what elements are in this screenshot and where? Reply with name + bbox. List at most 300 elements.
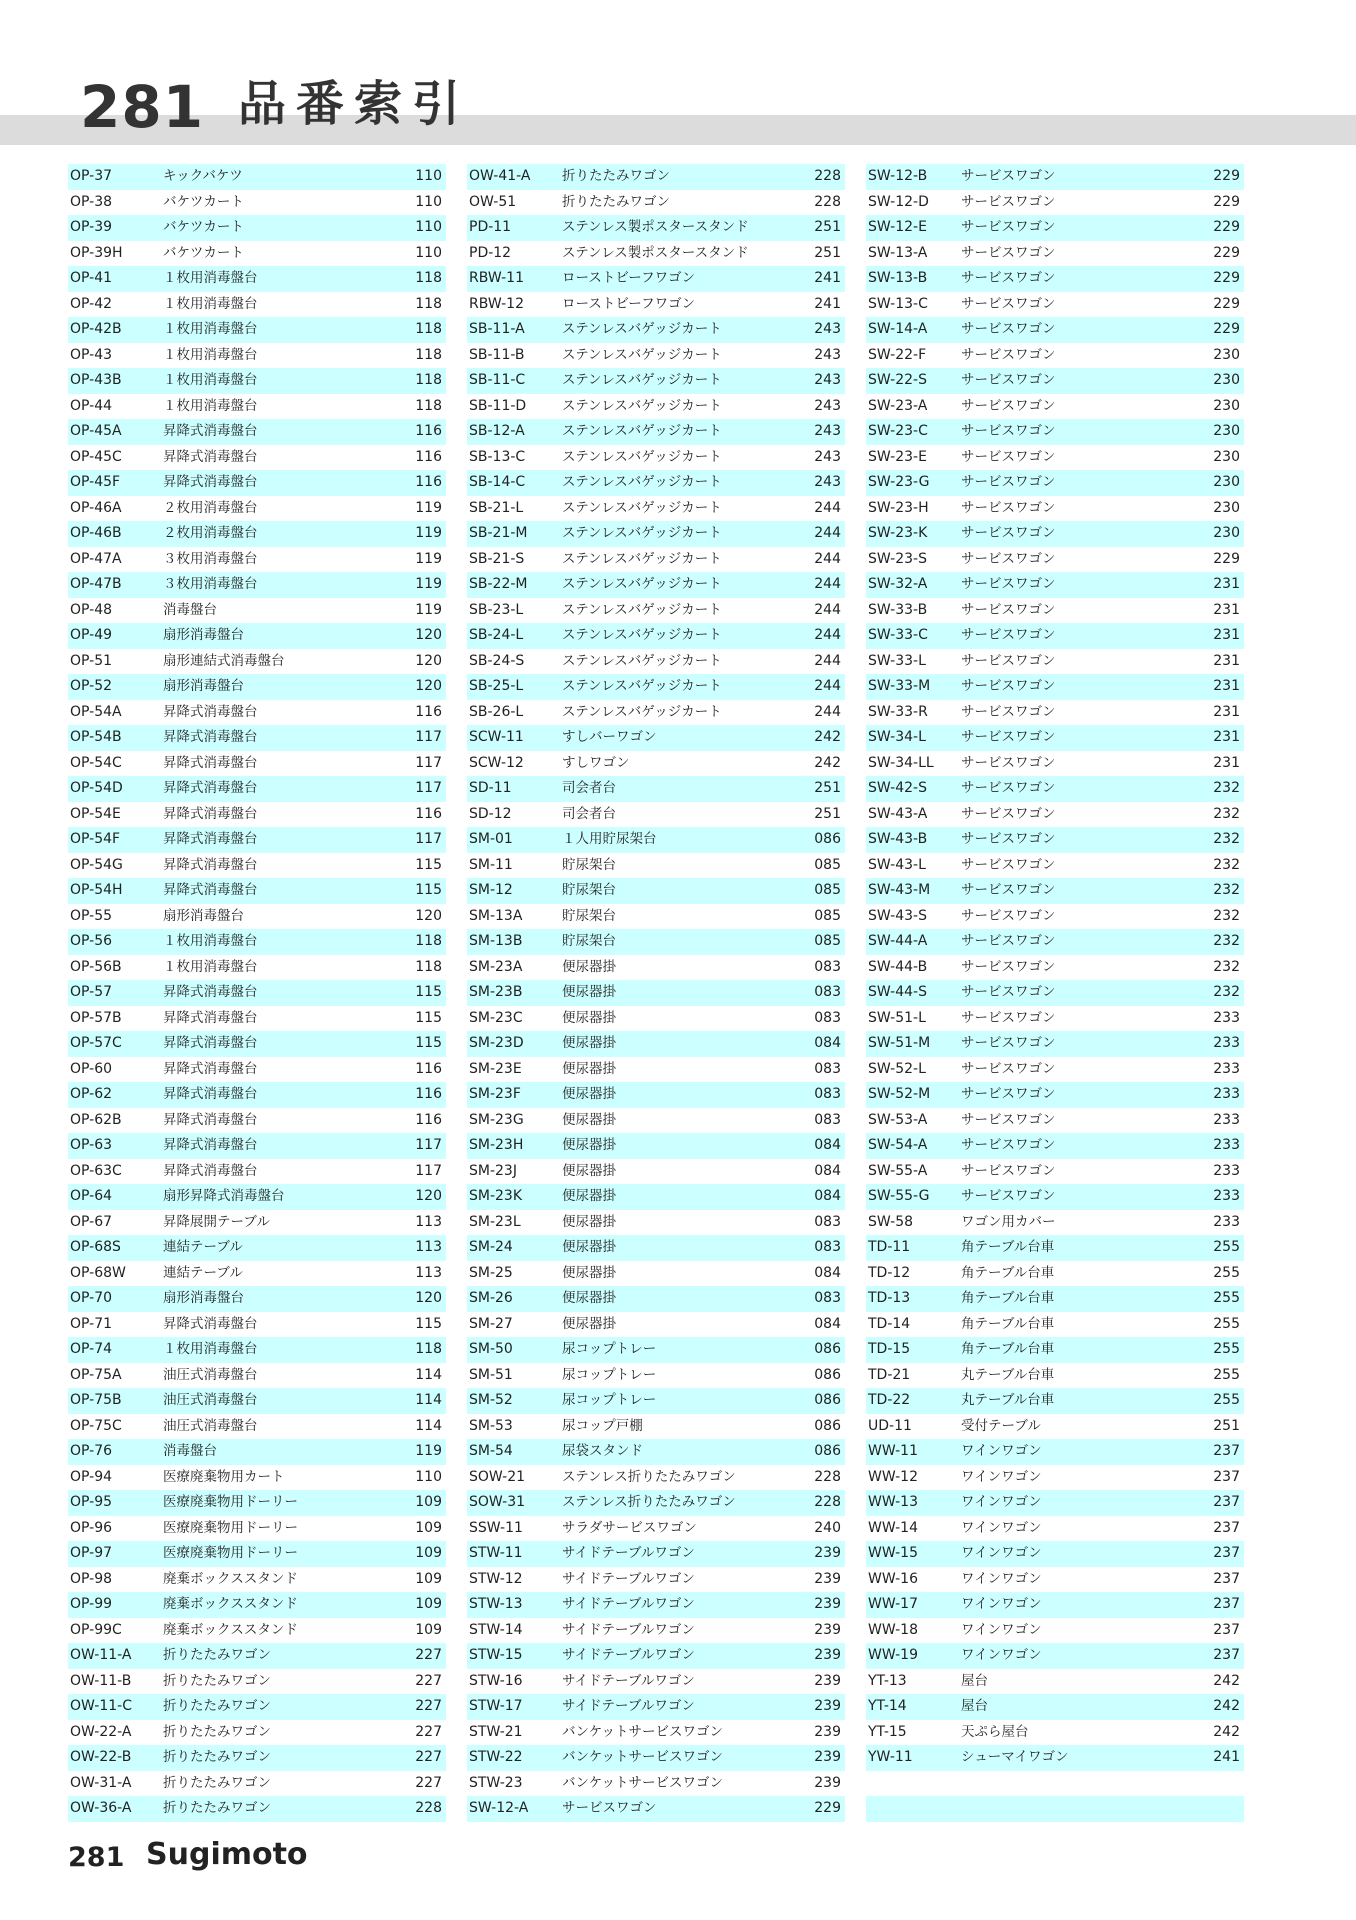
index-row bbox=[68, 700, 446, 726]
page-ref: 109 bbox=[415, 1519, 442, 1536]
product-code: STW-21 bbox=[469, 1723, 523, 1740]
index-row bbox=[467, 1363, 845, 1389]
page-ref: 228 bbox=[814, 168, 841, 184]
product-name: 昇降式消毒盤台 bbox=[163, 474, 258, 490]
index-row bbox=[68, 1745, 446, 1771]
product-name: 司会者台 bbox=[562, 780, 616, 796]
index-row bbox=[467, 190, 845, 216]
index-row bbox=[866, 521, 1244, 547]
page-ref: 230 bbox=[1213, 499, 1240, 516]
page-ref: 243 bbox=[814, 474, 841, 490]
product-name: ワインワゴン bbox=[961, 1443, 1042, 1459]
product-name: 便尿器掛 bbox=[562, 1239, 616, 1255]
page-ref: 085 bbox=[814, 856, 841, 873]
page-ref: 255 bbox=[1213, 1290, 1240, 1306]
product-code: OP-63C bbox=[70, 1162, 122, 1179]
page-ref: 117 bbox=[415, 780, 442, 796]
page-ref: 255 bbox=[1213, 1392, 1240, 1408]
product-name: 扇形消毒盤台 bbox=[163, 627, 244, 643]
product-code: OW-11-C bbox=[70, 1698, 132, 1714]
product-code: PD-12 bbox=[469, 244, 512, 261]
product-code: OP-54H bbox=[70, 882, 123, 898]
index-row bbox=[467, 878, 845, 904]
index-row bbox=[866, 470, 1244, 496]
index-row bbox=[68, 1541, 446, 1567]
product-code: OP-41 bbox=[70, 270, 113, 286]
product-name: 角テーブル台車 bbox=[961, 1239, 1055, 1255]
page-ref: 109 bbox=[415, 1596, 442, 1612]
page-ref: 239 bbox=[814, 1570, 841, 1587]
index-row bbox=[68, 751, 446, 777]
product-name: 司会者台 bbox=[562, 805, 616, 822]
index-row bbox=[467, 1592, 845, 1618]
index-row bbox=[866, 164, 1244, 190]
product-name: サービスワゴン bbox=[961, 474, 1056, 490]
index-row bbox=[866, 1439, 1244, 1465]
index-row bbox=[68, 394, 446, 420]
index-row bbox=[467, 1745, 845, 1771]
product-code: SSW-11 bbox=[469, 1519, 523, 1536]
product-code: STW-23 bbox=[469, 1774, 523, 1791]
product-code: OP-49 bbox=[70, 627, 113, 643]
index-row bbox=[467, 827, 845, 853]
page-ref: 255 bbox=[1213, 1341, 1240, 1357]
product-name: 昇降式消毒盤台 bbox=[163, 984, 258, 1000]
product-name: 便尿器掛 bbox=[562, 1264, 616, 1281]
index-row bbox=[68, 1439, 446, 1465]
index-row bbox=[866, 1694, 1244, 1720]
page-ref: 231 bbox=[1213, 601, 1240, 618]
index-row bbox=[866, 547, 1244, 573]
product-name: 角テーブル台車 bbox=[961, 1315, 1055, 1332]
product-name: 尿コップトレー bbox=[562, 1366, 657, 1383]
page-ref: 230 bbox=[1213, 346, 1240, 363]
page-ref: 118 bbox=[415, 1341, 442, 1357]
index-row bbox=[68, 496, 446, 522]
page-ref: 118 bbox=[415, 295, 442, 312]
page-ref: 242 bbox=[814, 729, 841, 745]
index-row bbox=[68, 1210, 446, 1236]
page-ref: 083 bbox=[814, 1086, 841, 1102]
product-code: SW-42-S bbox=[868, 780, 927, 796]
product-code: SW-33-B bbox=[868, 601, 928, 618]
product-name: 昇降式消毒盤台 bbox=[163, 1137, 258, 1153]
page-ref: 110 bbox=[415, 219, 442, 235]
product-code: SW-23-K bbox=[868, 525, 928, 541]
product-name: バケツカート bbox=[163, 219, 244, 235]
product-code: OP-64 bbox=[70, 1188, 113, 1204]
page-ref: 242 bbox=[1213, 1723, 1240, 1740]
page-ref: 237 bbox=[1213, 1468, 1240, 1485]
product-code: WW-12 bbox=[868, 1468, 918, 1485]
product-name: 昇降展開テーブル bbox=[163, 1213, 270, 1230]
page-ref: 109 bbox=[415, 1621, 442, 1638]
product-code: SW-44-B bbox=[868, 958, 928, 975]
index-row bbox=[68, 1031, 446, 1057]
product-code: SB-11-A bbox=[469, 321, 525, 337]
product-name: サービスワゴン bbox=[961, 168, 1056, 184]
page-ref: 243 bbox=[814, 372, 841, 388]
product-name: 消毒盤台 bbox=[163, 1443, 217, 1459]
product-code: TD-14 bbox=[868, 1315, 911, 1332]
product-code: OP-76 bbox=[70, 1443, 113, 1459]
product-code: OP-75A bbox=[70, 1366, 122, 1383]
product-name: ワインワゴン bbox=[961, 1596, 1042, 1612]
index-row bbox=[467, 394, 845, 420]
product-name: ３枚用消毒盤台 bbox=[163, 550, 258, 567]
product-name: サービスワゴン bbox=[961, 933, 1056, 949]
product-code: SW-34-LL bbox=[868, 754, 934, 771]
product-code: SW-23-A bbox=[868, 397, 928, 414]
index-row bbox=[866, 674, 1244, 700]
index-row bbox=[68, 317, 446, 343]
page-ref: 119 bbox=[415, 601, 442, 618]
page-ref: 233 bbox=[1213, 1188, 1240, 1204]
index-row bbox=[68, 190, 446, 216]
page-ref: 231 bbox=[1213, 652, 1240, 669]
page-ref: 085 bbox=[814, 933, 841, 949]
page-ref: 114 bbox=[415, 1366, 442, 1383]
index-row bbox=[866, 266, 1244, 292]
product-code: SCW-11 bbox=[469, 729, 524, 745]
product-name: ステンレスバゲッジカート bbox=[562, 652, 722, 669]
product-name: ステンレス製ポスタースタンド bbox=[562, 244, 749, 261]
index-row bbox=[866, 1184, 1244, 1210]
product-name: サービスワゴン bbox=[961, 525, 1056, 541]
index-row bbox=[467, 496, 845, 522]
page-ref: 084 bbox=[814, 1162, 841, 1179]
product-code: YT-13 bbox=[868, 1672, 907, 1689]
index-row bbox=[467, 1669, 845, 1695]
product-name: 便尿器掛 bbox=[562, 1137, 616, 1153]
product-name: サービスワゴン bbox=[961, 576, 1056, 592]
page-ref: 113 bbox=[415, 1239, 442, 1255]
page-ref: 233 bbox=[1213, 1162, 1240, 1179]
index-row bbox=[467, 266, 845, 292]
page-ref: 086 bbox=[814, 1417, 841, 1434]
page-ref: 230 bbox=[1213, 423, 1240, 439]
index-row bbox=[68, 1235, 446, 1261]
index-row bbox=[68, 164, 446, 190]
index-row bbox=[68, 241, 446, 267]
product-name: 貯尿架台 bbox=[562, 907, 616, 924]
product-code: RBW-12 bbox=[469, 295, 524, 312]
page-ref: 232 bbox=[1213, 882, 1240, 898]
index-row bbox=[68, 904, 446, 930]
product-code: SW-23-H bbox=[868, 499, 929, 516]
index-row bbox=[68, 215, 446, 241]
product-code: SW-14-A bbox=[868, 321, 928, 337]
product-code: OP-67 bbox=[70, 1213, 113, 1230]
index-row bbox=[68, 955, 446, 981]
page-ref: 233 bbox=[1213, 1137, 1240, 1153]
product-code: OP-68W bbox=[70, 1264, 126, 1281]
product-code: STW-11 bbox=[469, 1545, 523, 1561]
product-code: SOW-21 bbox=[469, 1468, 526, 1485]
index-row bbox=[467, 164, 845, 190]
page-ref: 243 bbox=[814, 346, 841, 363]
product-name: サービスワゴン bbox=[961, 423, 1056, 439]
page-ref: 116 bbox=[415, 474, 442, 490]
product-code: WW-15 bbox=[868, 1545, 918, 1561]
index-row bbox=[866, 1235, 1244, 1261]
index-row bbox=[68, 929, 446, 955]
index-row bbox=[467, 1006, 845, 1032]
product-name: サービスワゴン bbox=[961, 907, 1056, 924]
product-name: サービスワゴン bbox=[961, 856, 1056, 873]
product-code: SW-54-A bbox=[868, 1137, 928, 1153]
product-name: 貯尿架台 bbox=[562, 933, 616, 949]
product-code: STW-15 bbox=[469, 1647, 523, 1663]
product-name: 便尿器掛 bbox=[562, 1213, 616, 1230]
index-row bbox=[467, 700, 845, 726]
product-name: 昇降式消毒盤台 bbox=[163, 780, 258, 796]
index-row bbox=[68, 623, 446, 649]
index-row bbox=[68, 1490, 446, 1516]
index-row bbox=[866, 317, 1244, 343]
product-code: SW-52-L bbox=[868, 1060, 926, 1077]
page-ref: 232 bbox=[1213, 933, 1240, 949]
product-code: SM-13A bbox=[469, 907, 523, 924]
page-ref: 084 bbox=[814, 1264, 841, 1281]
product-code: OW-31-A bbox=[70, 1774, 132, 1791]
page-ref: 232 bbox=[1213, 831, 1240, 847]
index-row bbox=[467, 1261, 845, 1287]
product-name: 医療廃棄物用ドーリー bbox=[163, 1494, 298, 1510]
product-code: OP-54C bbox=[70, 754, 122, 771]
product-name: 尿コップトレー bbox=[562, 1392, 657, 1408]
product-name: ステンレスバゲッジカート bbox=[562, 346, 722, 363]
index-row bbox=[467, 1541, 845, 1567]
product-code: STW-22 bbox=[469, 1749, 523, 1765]
page-ref: 229 bbox=[1213, 321, 1240, 337]
product-code: TD-15 bbox=[868, 1341, 911, 1357]
page-ref: 230 bbox=[1213, 372, 1240, 388]
product-code: WW-17 bbox=[868, 1596, 918, 1612]
product-code: OP-44 bbox=[70, 397, 113, 414]
product-name: 昇降式消毒盤台 bbox=[163, 754, 258, 771]
product-name: ステンレスバゲッジカート bbox=[562, 474, 722, 490]
page-title: 品番索引 bbox=[238, 76, 471, 132]
index-row bbox=[467, 929, 845, 955]
index-row bbox=[866, 1108, 1244, 1134]
index-row bbox=[467, 674, 845, 700]
product-code: OP-42B bbox=[70, 321, 122, 337]
product-code: SB-21-M bbox=[469, 525, 528, 541]
index-row bbox=[467, 1057, 845, 1083]
product-code: OP-54G bbox=[70, 856, 123, 873]
product-name: サービスワゴン bbox=[961, 372, 1056, 388]
page-ref: 237 bbox=[1213, 1596, 1240, 1612]
product-code: OP-75B bbox=[70, 1392, 122, 1408]
page-ref: 120 bbox=[415, 907, 442, 924]
product-code: SB-24-L bbox=[469, 627, 524, 643]
product-code: SW-43-S bbox=[868, 907, 927, 924]
index-row bbox=[866, 1745, 1244, 1771]
product-name: 便尿器掛 bbox=[562, 1188, 616, 1204]
product-name: 昇降式消毒盤台 bbox=[163, 805, 258, 822]
index-row bbox=[467, 241, 845, 267]
page-ref: 244 bbox=[814, 678, 841, 694]
page-ref: 083 bbox=[814, 1060, 841, 1077]
product-name: ３枚用消毒盤台 bbox=[163, 576, 258, 592]
page-ref: 237 bbox=[1213, 1494, 1240, 1510]
product-name: 消毒盤台 bbox=[163, 601, 217, 618]
product-code: RBW-11 bbox=[469, 270, 524, 286]
product-name: ワインワゴン bbox=[961, 1468, 1042, 1485]
product-code: OP-96 bbox=[70, 1519, 113, 1536]
page-ref: 227 bbox=[415, 1749, 442, 1765]
product-name: バンケットサービスワゴン bbox=[562, 1723, 724, 1740]
product-name: サービスワゴン bbox=[961, 499, 1056, 516]
index-row bbox=[866, 1261, 1244, 1287]
page-ref: 109 bbox=[415, 1494, 442, 1510]
index-row bbox=[866, 1516, 1244, 1542]
page-ref: 110 bbox=[415, 244, 442, 261]
page-ref: 113 bbox=[415, 1264, 442, 1281]
page-ref: 116 bbox=[415, 805, 442, 822]
index-row bbox=[467, 470, 845, 496]
product-name: キックバケツ bbox=[163, 168, 243, 184]
index-row bbox=[467, 292, 845, 318]
product-name: ワインワゴン bbox=[961, 1647, 1042, 1663]
index-row bbox=[68, 802, 446, 828]
index-row bbox=[866, 598, 1244, 624]
product-name: ワインワゴン bbox=[961, 1545, 1042, 1561]
index-row bbox=[467, 1771, 845, 1797]
product-code: OW-51 bbox=[469, 193, 517, 210]
product-name: 連結テーブル bbox=[163, 1239, 243, 1255]
product-code: SB-26-L bbox=[469, 703, 524, 720]
page-ref: 114 bbox=[415, 1417, 442, 1434]
product-name: 便尿器掛 bbox=[562, 1162, 616, 1179]
product-name: サービスワゴン bbox=[961, 1009, 1056, 1026]
page-ref: 239 bbox=[814, 1723, 841, 1740]
product-code: SB-21-S bbox=[469, 550, 525, 567]
page-ref: 255 bbox=[1213, 1366, 1240, 1383]
page-ref: 119 bbox=[415, 550, 442, 567]
product-code: OP-95 bbox=[70, 1494, 113, 1510]
product-name: 昇降式消毒盤台 bbox=[163, 1086, 258, 1102]
product-name: 医療廃棄物用カート bbox=[163, 1468, 285, 1485]
index-row bbox=[866, 1465, 1244, 1491]
page-ref: 244 bbox=[814, 550, 841, 567]
index-row bbox=[866, 1057, 1244, 1083]
page-ref: 230 bbox=[1213, 397, 1240, 414]
product-code: SD-12 bbox=[469, 805, 512, 822]
index-row bbox=[866, 649, 1244, 675]
page-ref: 244 bbox=[814, 703, 841, 720]
product-code: SM-54 bbox=[469, 1443, 513, 1459]
index-row bbox=[467, 853, 845, 879]
product-name: ２枚用消毒盤台 bbox=[163, 499, 258, 516]
index-row bbox=[68, 1159, 446, 1185]
product-name: サービスワゴン bbox=[961, 244, 1056, 261]
page-ref: 228 bbox=[814, 1468, 841, 1485]
index-row bbox=[866, 1312, 1244, 1338]
product-code: OP-63 bbox=[70, 1137, 113, 1153]
product-name: １枚用消毒盤台 bbox=[163, 295, 258, 312]
product-code: WW-19 bbox=[868, 1647, 918, 1663]
product-code: WW-18 bbox=[868, 1621, 918, 1638]
product-name: サービスワゴン bbox=[961, 295, 1056, 312]
product-name: 角テーブル台車 bbox=[961, 1341, 1055, 1357]
page-ref: 233 bbox=[1213, 1035, 1240, 1051]
product-code: SW-55-A bbox=[868, 1162, 928, 1179]
product-code: OP-62 bbox=[70, 1086, 113, 1102]
page-ref: 239 bbox=[814, 1596, 841, 1612]
index-row bbox=[68, 1643, 446, 1669]
page-ref: 239 bbox=[814, 1698, 841, 1714]
product-code: OP-57C bbox=[70, 1035, 122, 1051]
product-name: １枚用消毒盤台 bbox=[163, 933, 258, 949]
product-code: OP-55 bbox=[70, 907, 113, 924]
product-name: ２枚用消毒盤台 bbox=[163, 525, 258, 541]
index-row bbox=[467, 1490, 845, 1516]
index-row bbox=[866, 1643, 1244, 1669]
product-code: OW-22-A bbox=[70, 1723, 132, 1740]
product-code: OP-51 bbox=[70, 652, 113, 669]
product-code: WW-16 bbox=[868, 1570, 918, 1587]
page-ref: 244 bbox=[814, 652, 841, 669]
page-number: 281 bbox=[80, 73, 205, 141]
product-name: 折りたたみワゴン bbox=[163, 1647, 271, 1663]
index-row bbox=[866, 853, 1244, 879]
index-row bbox=[68, 547, 446, 573]
page-ref: 120 bbox=[415, 627, 442, 643]
product-code: OP-47A bbox=[70, 550, 122, 567]
index-row bbox=[68, 1720, 446, 1746]
product-name: 便尿器掛 bbox=[562, 1035, 616, 1051]
index-row bbox=[866, 1210, 1244, 1236]
product-code: SM-23F bbox=[469, 1086, 521, 1102]
index-row bbox=[467, 1796, 845, 1822]
product-name: １枚用消毒盤台 bbox=[163, 397, 258, 414]
product-name: ステンレスバゲッジカート bbox=[562, 499, 722, 516]
index-row bbox=[467, 1108, 845, 1134]
product-name: シューマイワゴン bbox=[961, 1749, 1069, 1765]
index-row bbox=[866, 929, 1244, 955]
page-ref: 241 bbox=[814, 270, 841, 286]
product-name: 医療廃棄物用ドーリー bbox=[163, 1545, 298, 1561]
page-ref: 237 bbox=[1213, 1570, 1240, 1587]
product-name: 昇降式消毒盤台 bbox=[163, 423, 258, 439]
product-name: ステンレスバゲッジカート bbox=[562, 397, 722, 414]
index-row bbox=[467, 317, 845, 343]
page-ref: 237 bbox=[1213, 1443, 1240, 1459]
product-name: 昇降式消毒盤台 bbox=[163, 703, 258, 720]
index-row bbox=[866, 776, 1244, 802]
index-row bbox=[866, 394, 1244, 420]
product-name: 貯尿架台 bbox=[562, 882, 616, 898]
product-code: SW-23-S bbox=[868, 550, 927, 567]
index-row bbox=[68, 1796, 446, 1822]
index-row bbox=[467, 1388, 845, 1414]
page-ref: 230 bbox=[1213, 525, 1240, 541]
product-name: バンケットサービスワゴン bbox=[562, 1749, 724, 1765]
page-ref: 229 bbox=[1213, 168, 1240, 184]
product-name: 油圧式消毒盤台 bbox=[163, 1366, 258, 1383]
page-ref: 239 bbox=[814, 1545, 841, 1561]
product-code: SCW-12 bbox=[469, 754, 524, 771]
product-name: 昇降式消毒盤台 bbox=[163, 831, 258, 847]
product-code: SW-12-A bbox=[469, 1800, 529, 1816]
page-ref: 083 bbox=[814, 1290, 841, 1306]
product-name: サービスワゴン bbox=[961, 1162, 1056, 1179]
index-row bbox=[68, 1184, 446, 1210]
page-ref: 229 bbox=[814, 1800, 841, 1816]
page-ref: 237 bbox=[1213, 1647, 1240, 1663]
